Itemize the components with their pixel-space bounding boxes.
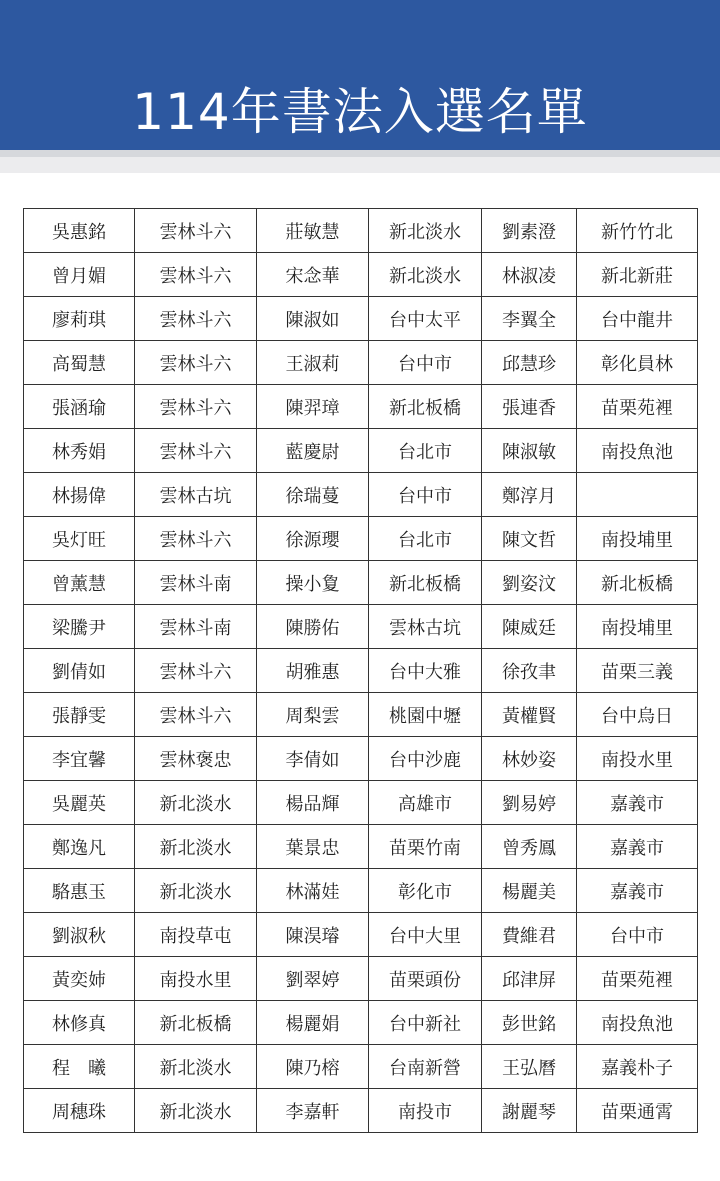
region-cell: 台中市 — [369, 473, 482, 517]
region-cell: 台中市 — [369, 341, 482, 385]
name-cell: 操小夐 — [257, 561, 369, 605]
region-cell: 台中沙鹿 — [369, 737, 482, 781]
name-cell: 曾月媚 — [24, 253, 135, 297]
name-cell: 劉淑秋 — [24, 913, 135, 957]
name-cell: 葉景忠 — [257, 825, 369, 869]
name-cell: 駱惠玉 — [24, 869, 135, 913]
name-cell: 林淑凌 — [482, 253, 577, 297]
region-cell: 台中市 — [577, 913, 698, 957]
region-cell: 南投草屯 — [135, 913, 257, 957]
region-cell: 新北淡水 — [369, 209, 482, 253]
title-banner — [0, 0, 720, 150]
region-cell: 苗栗苑裡 — [577, 957, 698, 1001]
region-cell: 新北淡水 — [135, 1089, 257, 1133]
name-cell: 邱津屏 — [482, 957, 577, 1001]
name-cell: 陳乃榕 — [257, 1045, 369, 1089]
name-cell: 胡雅惠 — [257, 649, 369, 693]
name-cell: 徐瑞蔓 — [257, 473, 369, 517]
region-cell — [577, 473, 698, 517]
table-row — [24, 341, 698, 385]
name-cell: 楊麗娟 — [257, 1001, 369, 1045]
region-cell: 雲林褒忠 — [135, 737, 257, 781]
table-row — [24, 517, 698, 561]
table-row — [24, 825, 698, 869]
name-cell: 林秀娟 — [24, 429, 135, 473]
region-cell: 新北板橋 — [369, 385, 482, 429]
region-cell: 雲林斗六 — [135, 297, 257, 341]
name-cell: 黃權賢 — [482, 693, 577, 737]
table-row — [24, 605, 698, 649]
table-row — [24, 693, 698, 737]
region-cell: 南投埔里 — [577, 605, 698, 649]
name-cell: 吳灯旺 — [24, 517, 135, 561]
region-cell: 雲林斗六 — [135, 253, 257, 297]
table-row — [24, 649, 698, 693]
region-cell: 台北市 — [369, 429, 482, 473]
region-cell: 新北淡水 — [135, 825, 257, 869]
name-cell: 陳文哲 — [482, 517, 577, 561]
name-cell: 吳麗英 — [24, 781, 135, 825]
name-cell: 林滿娃 — [257, 869, 369, 913]
region-cell: 雲林斗南 — [135, 605, 257, 649]
name-cell: 宋念華 — [257, 253, 369, 297]
region-cell: 台中太平 — [369, 297, 482, 341]
region-cell: 雲林斗六 — [135, 341, 257, 385]
region-cell: 苗栗三義 — [577, 649, 698, 693]
region-cell: 雲林斗南 — [135, 561, 257, 605]
region-cell: 嘉義市 — [577, 825, 698, 869]
page-title: 114年書法入選名單 — [132, 83, 588, 141]
region-cell: 台中大里 — [369, 913, 482, 957]
table-row — [24, 297, 698, 341]
region-cell: 苗栗通霄 — [577, 1089, 698, 1133]
name-cell: 陳勝佑 — [257, 605, 369, 649]
region-cell: 南投魚池 — [577, 429, 698, 473]
table-row — [24, 737, 698, 781]
name-cell: 陳威廷 — [482, 605, 577, 649]
name-cell: 費維君 — [482, 913, 577, 957]
name-cell: 高蜀慧 — [24, 341, 135, 385]
region-cell: 南投魚池 — [577, 1001, 698, 1045]
name-cell: 劉姿汶 — [482, 561, 577, 605]
table-row — [24, 781, 698, 825]
name-cell: 林修真 — [24, 1001, 135, 1045]
region-cell: 南投埔里 — [577, 517, 698, 561]
region-cell: 新北新莊 — [577, 253, 698, 297]
name-cell: 彭世銘 — [482, 1001, 577, 1045]
name-cell: 劉倩如 — [24, 649, 135, 693]
name-cell: 鄭淳月 — [482, 473, 577, 517]
name-cell: 陳淑敏 — [482, 429, 577, 473]
region-cell: 彰化市 — [369, 869, 482, 913]
name-cell: 徐孜聿 — [482, 649, 577, 693]
region-cell: 台北市 — [369, 517, 482, 561]
name-cell: 謝麗琴 — [482, 1089, 577, 1133]
region-cell: 新北板橋 — [577, 561, 698, 605]
name-cell: 陳淏璿 — [257, 913, 369, 957]
name-cell: 周梨雲 — [257, 693, 369, 737]
table-row — [24, 253, 698, 297]
banner-divider — [0, 150, 720, 157]
region-cell: 雲林斗六 — [135, 649, 257, 693]
region-cell: 新北淡水 — [135, 869, 257, 913]
region-cell: 南投水里 — [577, 737, 698, 781]
region-cell: 苗栗頭份 — [369, 957, 482, 1001]
name-cell: 周穗珠 — [24, 1089, 135, 1133]
name-cell: 劉易婷 — [482, 781, 577, 825]
region-cell: 新北板橋 — [135, 1001, 257, 1045]
name-cell: 程 曦 — [24, 1045, 135, 1089]
region-cell: 台南新營 — [369, 1045, 482, 1089]
name-cell: 陳羿璋 — [257, 385, 369, 429]
name-cell: 王弘曆 — [482, 1045, 577, 1089]
name-cell: 曾秀鳳 — [482, 825, 577, 869]
name-cell: 張靜雯 — [24, 693, 135, 737]
table-row — [24, 1001, 698, 1045]
name-cell: 林妙姿 — [482, 737, 577, 781]
region-cell: 嘉義市 — [577, 869, 698, 913]
name-cell: 梁騰尹 — [24, 605, 135, 649]
region-cell: 新北淡水 — [369, 253, 482, 297]
name-cell: 張連香 — [482, 385, 577, 429]
name-cell: 楊品輝 — [257, 781, 369, 825]
region-cell: 新竹竹北 — [577, 209, 698, 253]
name-cell: 李翼全 — [482, 297, 577, 341]
table-row — [24, 913, 698, 957]
table-row — [24, 1045, 698, 1089]
region-cell: 苗栗竹南 — [369, 825, 482, 869]
table-row — [24, 561, 698, 605]
name-cell: 黃奕姉 — [24, 957, 135, 1001]
region-cell: 南投水里 — [135, 957, 257, 1001]
region-cell: 新北淡水 — [135, 1045, 257, 1089]
name-cell: 劉翠婷 — [257, 957, 369, 1001]
table-row — [24, 869, 698, 913]
name-cell: 劉素澄 — [482, 209, 577, 253]
name-cell: 莊敏慧 — [257, 209, 369, 253]
region-cell: 雲林斗六 — [135, 429, 257, 473]
name-cell: 李倩如 — [257, 737, 369, 781]
region-cell: 雲林斗六 — [135, 385, 257, 429]
table-row — [24, 473, 698, 517]
region-cell: 雲林古坑 — [135, 473, 257, 517]
table-row — [24, 1089, 698, 1133]
name-cell: 李嘉軒 — [257, 1089, 369, 1133]
region-cell: 新北板橋 — [369, 561, 482, 605]
region-cell: 嘉義市 — [577, 781, 698, 825]
region-cell: 台中烏日 — [577, 693, 698, 737]
table-row — [24, 385, 698, 429]
name-cell: 吳惠銘 — [24, 209, 135, 253]
region-cell: 桃園中壢 — [369, 693, 482, 737]
name-cell: 藍慶尉 — [257, 429, 369, 473]
name-cell: 楊麗美 — [482, 869, 577, 913]
name-cell: 曾薰慧 — [24, 561, 135, 605]
name-cell: 王淑莉 — [257, 341, 369, 385]
table-row — [24, 209, 698, 253]
region-cell: 台中大雅 — [369, 649, 482, 693]
name-cell: 廖莉琪 — [24, 297, 135, 341]
table-row — [24, 957, 698, 1001]
name-cell: 李宜馨 — [24, 737, 135, 781]
region-cell: 新北淡水 — [135, 781, 257, 825]
name-cell: 鄭逸凡 — [24, 825, 135, 869]
region-cell: 雲林古坑 — [369, 605, 482, 649]
region-cell: 彰化員林 — [577, 341, 698, 385]
name-cell: 徐源瓔 — [257, 517, 369, 561]
name-cell: 邱慧珍 — [482, 341, 577, 385]
selection-table — [23, 208, 698, 1133]
region-cell: 嘉義朴子 — [577, 1045, 698, 1089]
banner-shadow — [0, 157, 720, 173]
region-cell: 高雄市 — [369, 781, 482, 825]
region-cell: 雲林斗六 — [135, 693, 257, 737]
name-cell: 林揚偉 — [24, 473, 135, 517]
region-cell: 台中龍井 — [577, 297, 698, 341]
region-cell: 南投市 — [369, 1089, 482, 1133]
name-cell: 陳淑如 — [257, 297, 369, 341]
region-cell: 苗栗苑裡 — [577, 385, 698, 429]
region-cell: 雲林斗六 — [135, 209, 257, 253]
region-cell: 雲林斗六 — [135, 517, 257, 561]
table-row — [24, 429, 698, 473]
name-cell: 張涵瑜 — [24, 385, 135, 429]
region-cell: 台中新社 — [369, 1001, 482, 1045]
